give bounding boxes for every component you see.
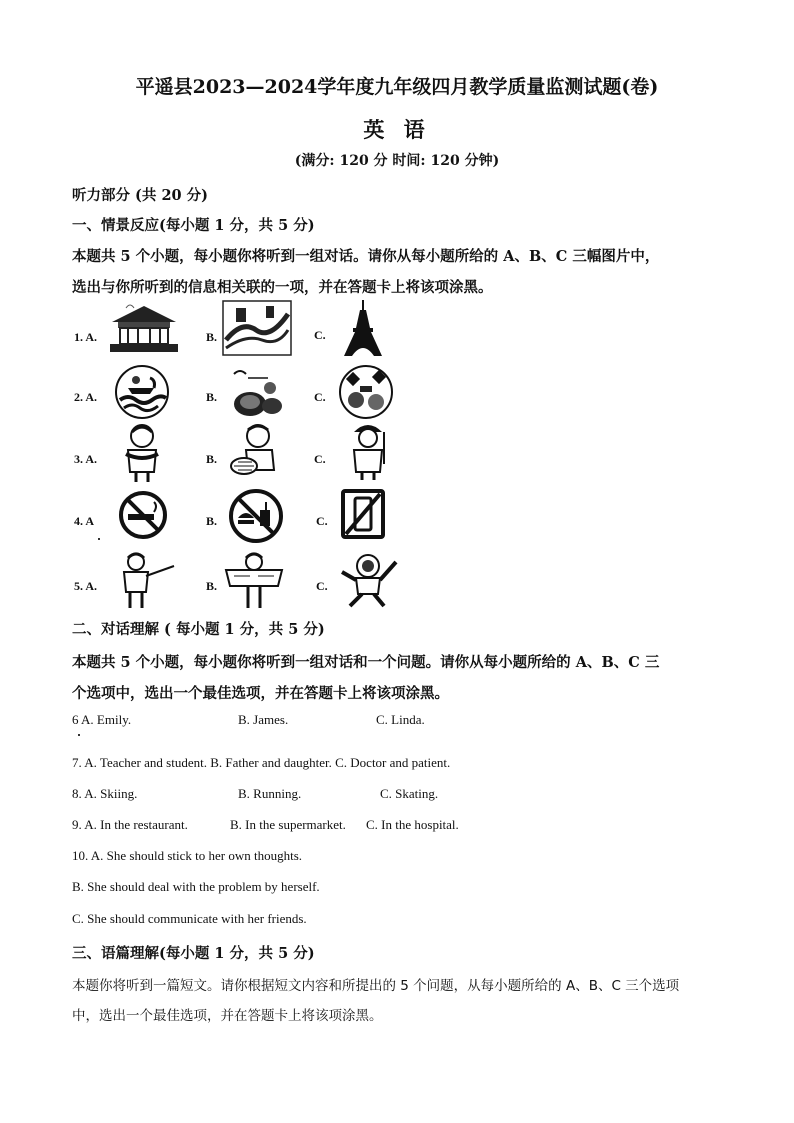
mooncake-icon	[228, 364, 284, 420]
stray-dot	[98, 538, 100, 540]
q2-a-label: 2. A.	[74, 390, 98, 404]
no-smoking-icon	[118, 490, 168, 540]
q7-options: 7. A. Teacher and student. B. Father and daughter. C. Doctor and patient.	[72, 755, 451, 770]
q9-option-c: C. In the hospital.	[366, 817, 459, 832]
spring-festival-icon	[338, 364, 394, 420]
part1-instruction-1: 本题共 5 个小题，每小题你将听到一组对话。请你从每小题所给的 A、B、C 三幅图片中，	[72, 248, 660, 265]
q1-c-label: C.	[314, 328, 326, 342]
part2-title: 二、对话理解 ( 每小题 1 分，共 5 分)	[72, 621, 325, 638]
reader-icon	[222, 552, 286, 610]
q5-c-label: C.	[316, 579, 328, 593]
q1-a-label: 1. A.	[74, 330, 98, 344]
score-time-note: (满分: 120 分 时间: 120 分钟)	[294, 153, 500, 169]
part3-title: 三、语篇理解(每小题 1 分，共 5 分)	[72, 945, 315, 962]
part2-instruction-2: 个选项中，选出一个最佳选项，并在答题卡上将该项涂黑。	[72, 685, 449, 702]
part2-instruction-1: 本题共 5 个小题，每小题你将听到一组对话和一个问题。请你从每小题所给的 A、B、C 三	[72, 654, 660, 671]
part1-title: 一、情景反应(每小题 1 分，共 5 分)	[72, 217, 315, 234]
dragon-boat-icon	[114, 364, 170, 420]
q4-b-label: B.	[206, 514, 218, 528]
great-wall-icon	[222, 300, 292, 356]
q3-c-label: C.	[314, 452, 326, 466]
q4-a-label: 4. A	[74, 514, 95, 528]
q8-option-b: B. Running.	[238, 786, 302, 801]
q2-b-label: B.	[206, 390, 218, 404]
q3-b-label: B.	[206, 452, 218, 466]
teacher-icon	[118, 552, 176, 610]
q3-a-label: 3. A.	[74, 452, 98, 466]
worker-icon	[344, 420, 392, 482]
q10-option-b: B. She should deal with the problem by herself.	[72, 879, 320, 894]
listening-section-title: 听力部分 (共 20 分)	[72, 187, 209, 204]
temple-icon	[108, 300, 180, 356]
boy-ball-icon	[228, 422, 284, 480]
astronaut-icon	[334, 550, 404, 610]
boy-scarf-icon	[118, 422, 166, 484]
q2-c-label: C.	[314, 390, 326, 404]
stray-dot	[78, 734, 80, 736]
eiffel-tower-icon	[340, 298, 386, 358]
part3-instruction-2: 中，选出一个最佳选项，并在答题卡上将该项涂黑。	[72, 1008, 383, 1024]
q6-option-c: C. Linda.	[376, 712, 425, 727]
q8-option-c: C. Skating.	[380, 786, 439, 801]
no-phone-icon	[340, 488, 386, 540]
q9-option-b: B. In the supermarket.	[230, 817, 346, 832]
q1-b-label: B.	[206, 330, 218, 344]
q5-a-label: 5. A.	[74, 579, 98, 593]
q10-option-c: C. She should communicate with her friends.	[72, 911, 307, 926]
q10-option-a: 10. A. She should stick to her own thoughts.	[72, 848, 303, 863]
q6-option-a: 6 A. Emily.	[72, 712, 132, 727]
no-food-icon	[228, 488, 284, 544]
q6-option-b: B. James.	[238, 712, 289, 727]
q5-b-label: B.	[206, 579, 218, 593]
subject-title: 英 语	[363, 117, 431, 142]
q8-option-a: 8. A. Skiing.	[72, 786, 138, 801]
part1-instruction-2: 选出与你所听到的信息相关联的一项，并在答题卡上将该项涂黑。	[72, 279, 493, 296]
q9-option-a: 9. A. In the restaurant.	[72, 817, 188, 832]
exam-title: 平遥县2023—2024学年度九年级四月教学质量监测试题(卷)	[135, 76, 659, 98]
q4-c-label: C.	[316, 514, 328, 528]
part3-instruction-1: 本题你将听到一篇短文。请你根据短文内容和所提出的 5 个问题，从每小题所给的 A、B、C 三个选项	[72, 978, 680, 994]
